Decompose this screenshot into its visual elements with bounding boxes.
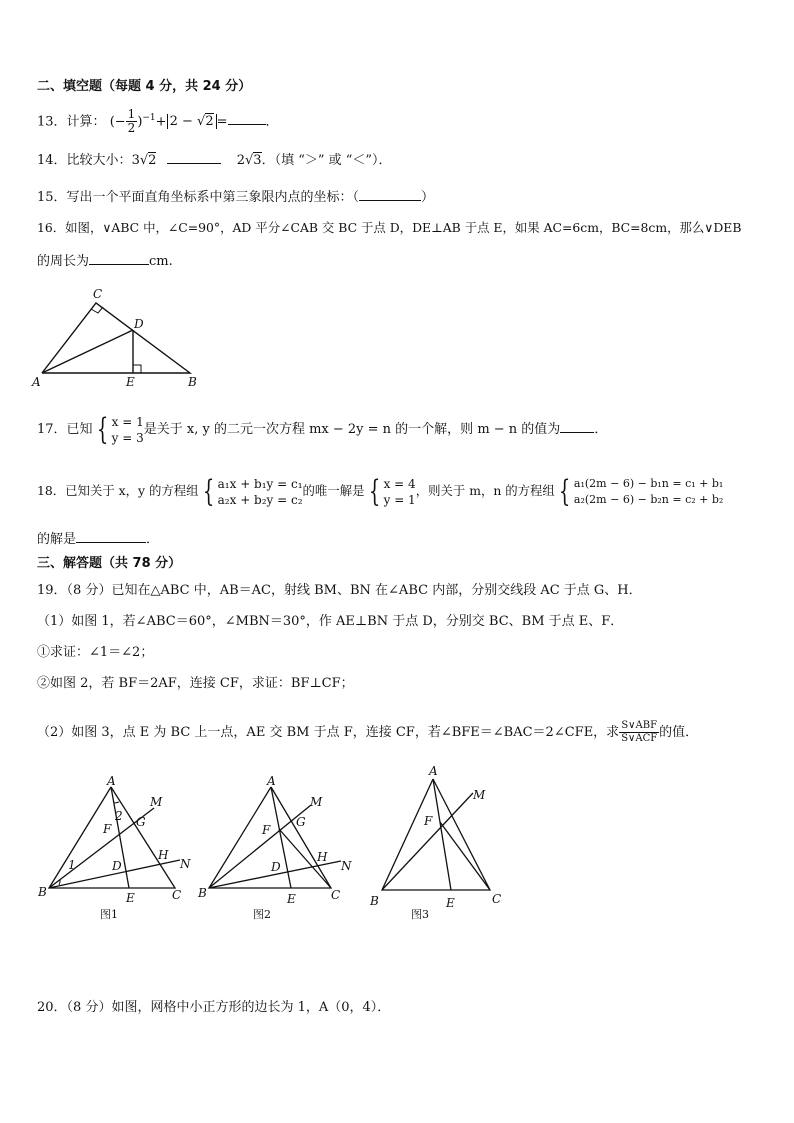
q18-brace-b: {	[368, 473, 380, 509]
q18-a: 18．已知关于 x，y 的方程组	[37, 483, 199, 498]
fig3-caption: 图3	[411, 908, 429, 921]
q16-right-angle-E	[133, 365, 141, 373]
q13-eq: =	[216, 114, 228, 130]
q13-expr-c: +	[155, 114, 167, 130]
fig2-label-C: C	[331, 888, 341, 902]
question-14: 14．比较大小：3√2 2√3．（填 “＞” 或 “＜”）．	[37, 149, 392, 170]
q14-left: 3	[131, 153, 140, 168]
q13-expr-b: )	[137, 114, 143, 130]
q17-sys1: x = 1	[111, 414, 144, 429]
question-16-line2	[37, 250, 173, 271]
q17-brace: {	[96, 411, 108, 447]
q16-figure	[30, 285, 210, 390]
fig3-label-B: B	[370, 894, 379, 908]
fig2-label-N: N	[341, 859, 352, 873]
q13-sqrt: 2	[205, 114, 214, 130]
figure-2	[195, 775, 365, 925]
fig1-label-M: M	[150, 795, 163, 809]
fig1-label-B: B	[38, 885, 47, 899]
q18-c: ，则关于 m，n 的方程组	[415, 483, 555, 498]
q14-right: 2	[236, 153, 245, 168]
figure-1	[32, 775, 202, 925]
fig3-label-A: A	[429, 764, 438, 778]
q17-b: 是关于 x, y 的二元一次方程 mx − 2y = n 的一个解，则 m − n 的值为	[143, 422, 561, 437]
fig2-label-E: E	[287, 892, 296, 906]
q18-sysC2: a₂(2m − 6) − b₂n = c₂ + b₂	[573, 492, 724, 506]
q15-tail: ）	[421, 190, 435, 205]
fig1-label-E: E	[126, 891, 135, 905]
q19-fraction	[619, 720, 659, 745]
q18-brace-a: {	[202, 473, 214, 509]
q18-system-b	[384, 476, 416, 508]
fig1-label-H: H	[158, 848, 169, 862]
fig3-label-C: C	[492, 892, 502, 906]
q18-system-c	[574, 476, 723, 508]
question-15	[37, 186, 434, 207]
figure-3	[365, 762, 515, 922]
q18-sysA1: a₁x + b₁y = c₁	[217, 476, 303, 491]
q13-expr-a: (−	[109, 114, 126, 130]
question-19-line4: ②如图 2，若 BF＝2AF，连接 CF，求证：BF⊥CF；	[37, 676, 354, 691]
q14-answer-blank[interactable]	[167, 149, 221, 164]
fig1-label-G: G	[136, 815, 146, 829]
fig2-label-G: G	[296, 815, 306, 829]
fig2-caption: 图2	[253, 908, 271, 921]
q13-abs: 2 − √2	[167, 114, 217, 129]
q16-label-E: E	[126, 375, 135, 389]
fig2-label-D: D	[271, 860, 281, 874]
fig3-segment-CF	[440, 822, 490, 890]
q13-frac-den: 2	[127, 121, 136, 136]
question-19-line2: （1）如图 1，若∠ABC＝60°，∠MBN＝30°，作 AE⊥BN 于点 D，分别交 BC、BM 于点 E、F．	[37, 614, 624, 629]
fig2-label-F: F	[262, 823, 271, 837]
fig1-label-1: 1	[68, 858, 76, 872]
question-19-line3: ①求证：∠1＝∠2；	[37, 645, 154, 660]
q16-label-B: B	[188, 375, 197, 389]
q16-line2-a: 的周长为	[37, 254, 90, 269]
fig2-label-B: B	[198, 886, 207, 900]
q17-a: 17．已知	[37, 422, 93, 437]
q14-prefix: 比较大小：	[66, 153, 132, 168]
fig3-ray-BM	[382, 793, 473, 890]
question-19-line1: 19．（8 分）已知在△ABC 中，AB＝AC，射线 BM、BN 在∠ABC 内部，分别交线段 AC 于点 G、H．	[37, 583, 642, 598]
q19-line5-b: 的值．	[659, 725, 699, 740]
fig1-caption: 图1	[100, 908, 118, 921]
q13-abs-inner: 2 −	[169, 114, 198, 130]
question-13	[37, 106, 279, 135]
q17-sys2: y = 3	[111, 430, 144, 445]
question-20: 20．（8 分）如图，网格中小正方形的边长为 1，A（0，4）．	[37, 1000, 391, 1015]
fig1-label-A: A	[107, 775, 116, 788]
question-17	[37, 412, 607, 448]
q18-sysB2: y = 1	[383, 492, 416, 507]
q17-system	[112, 414, 144, 446]
q18-answer-blank[interactable]	[76, 528, 146, 543]
fig2-label-A: A	[267, 775, 276, 788]
q19-frac-den: S∨ACF	[621, 733, 658, 744]
question-18-line2	[37, 528, 159, 549]
section-title-fill-blank: 二、填空题（每题 4 分，共 24 分）	[37, 79, 252, 94]
q16-label-C: C	[93, 287, 103, 301]
q18-system-a	[218, 476, 303, 508]
fig1-label-D: D	[112, 859, 122, 873]
fig1-label-N: N	[180, 857, 191, 871]
q16-label-D: D	[134, 317, 144, 331]
q17-end: ．	[594, 422, 608, 437]
q18-line2: 的解是	[37, 532, 77, 547]
q13-answer-blank[interactable]	[228, 110, 266, 125]
fig1-label-C: C	[172, 888, 182, 902]
q18-end: ．	[146, 532, 160, 547]
q16-bisector-AD	[42, 330, 133, 373]
q13-fraction	[126, 108, 138, 135]
fig3-label-E: E	[446, 896, 455, 910]
q16-line2-b: cm.	[149, 254, 173, 269]
q15-answer-blank[interactable]	[359, 186, 421, 201]
q13-frac-num: 1	[127, 107, 136, 122]
q15-text: 15．写出一个平面直角坐标系中第三象限内点的坐标：（	[37, 190, 360, 205]
fig2-label-M: M	[310, 795, 323, 809]
q13-prefix: 计算：	[66, 114, 106, 130]
q16-label-A: A	[32, 375, 41, 389]
fig2-label-H: H	[317, 850, 328, 864]
question-18	[37, 472, 723, 510]
fig1-label-2: 2	[115, 809, 123, 823]
q18-sysC1: a₁(2m − 6) − b₁n = c₁ + b₁	[573, 476, 724, 490]
question-16-line1: 16．如图，∨ABC 中，∠C=90°，AD 平分∠CAB 交 BC 于点 D，DE⊥AB 于点 E，如果 AC=6cm，BC=8cm，那么∨DEB	[37, 220, 742, 235]
q18-sysB1: x = 4	[383, 476, 416, 491]
q18-sysA2: a₂x + b₂y = c₂	[217, 492, 303, 507]
q14-right-root: 3	[253, 153, 262, 168]
fig1-label-F: F	[103, 822, 112, 836]
q17-answer-blank[interactable]	[560, 418, 594, 433]
q14-left-root: 2	[148, 153, 157, 168]
question-19-line5	[37, 718, 698, 748]
q13-number: 13．	[37, 114, 67, 130]
fig3-label-F: F	[424, 814, 433, 828]
q16-answer-blank[interactable]	[89, 250, 149, 265]
fig3-label-M: M	[473, 788, 486, 802]
q13-sup: −1	[142, 113, 156, 123]
q19-frac-num: S∨ABF	[619, 720, 659, 733]
q13-end: ．	[265, 114, 279, 130]
q18-brace-c: {	[558, 473, 571, 509]
q14-number: 14．	[37, 153, 67, 168]
q18-b: 的唯一解是	[302, 483, 365, 498]
fig1-angle-2-arc	[114, 802, 119, 803]
section-title-answer: 三、解答题（共 78 分）	[37, 556, 182, 571]
q14-tail: ．（填 “＞” 或 “＜”）．	[261, 153, 392, 168]
q19-line5-a: （2）如图 3，点 E 为 BC 上一点，AE 交 BM 于点 F，连接 CF，若∠BFE＝∠BAC＝2∠CFE，求	[37, 725, 620, 740]
